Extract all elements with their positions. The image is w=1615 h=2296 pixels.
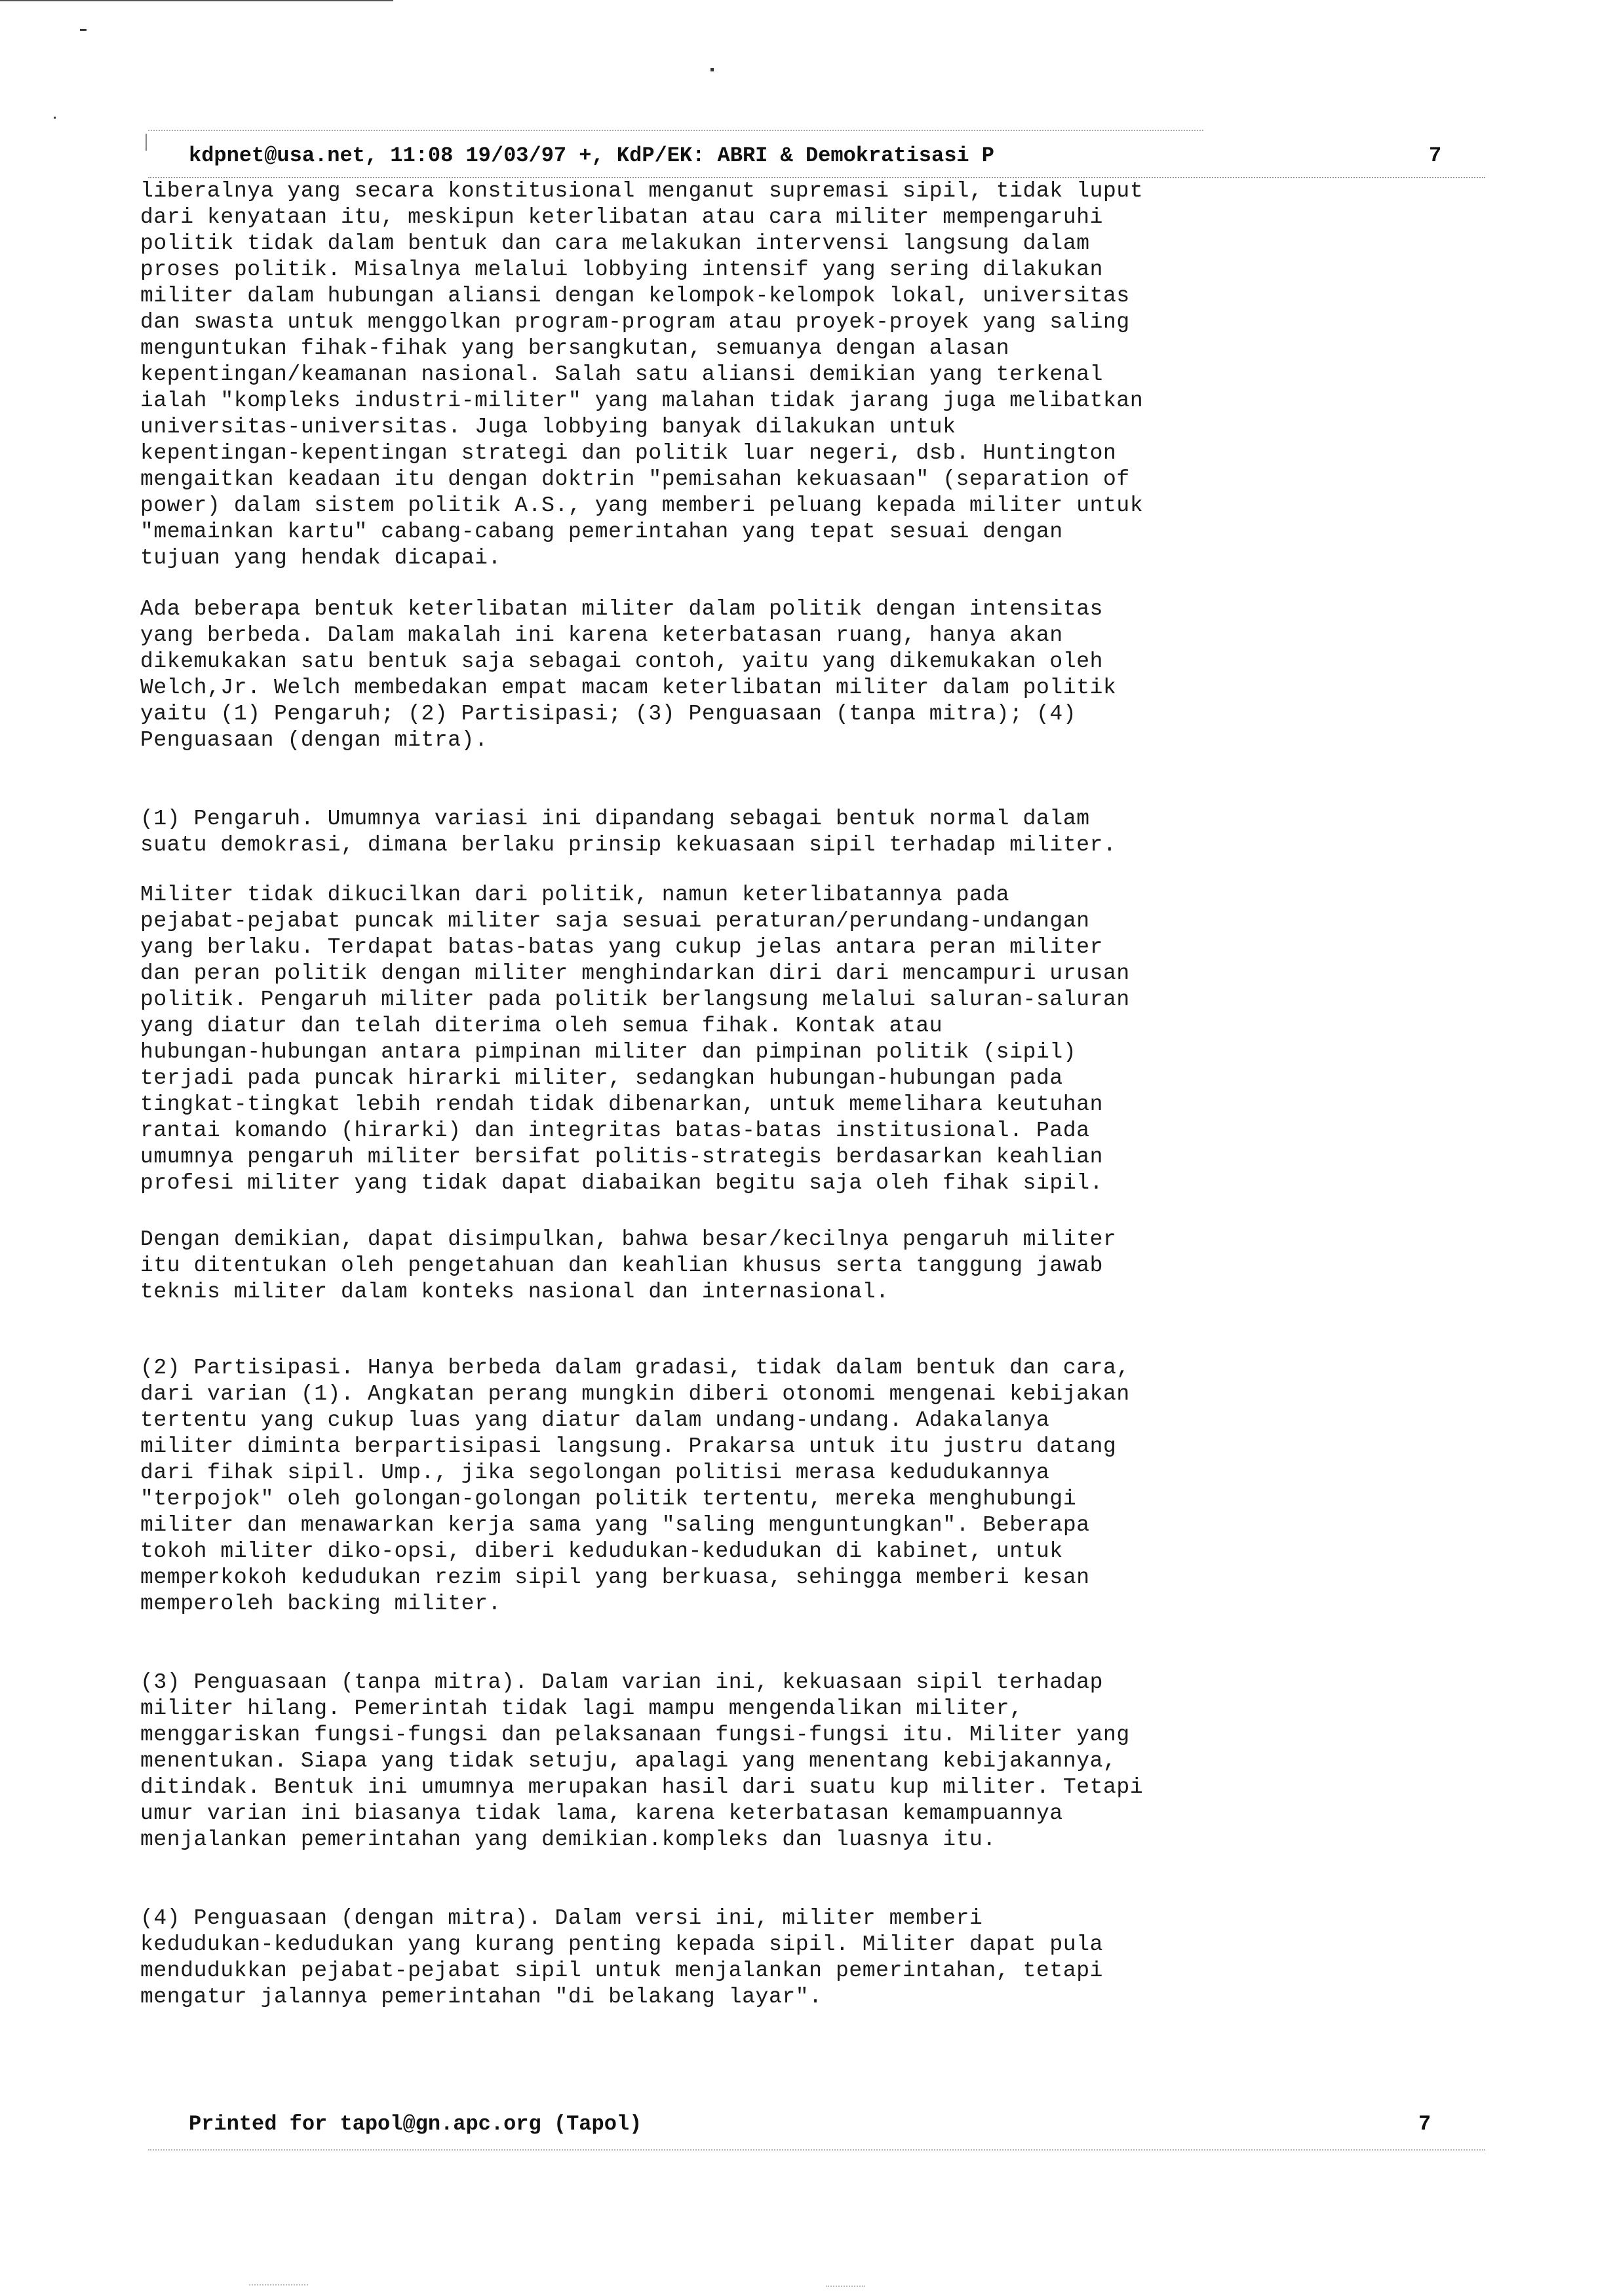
paragraph-5: Dengan demikian, dapat disimpulkan, bahwa besar/kecilnya pengaruh militer itu ditentukan oleh pengetahuan dan keahlian khusus serta tanggung jawab teknis militer dalam konteks nasional dan internasional. <box>140 1227 1117 1304</box>
bottom-scan-marks <box>249 2284 308 2286</box>
footer-page-number: 7 <box>1418 2112 1431 2136</box>
header-page-number: 7 <box>1429 144 1442 168</box>
bottom-scan-marks <box>826 2286 865 2287</box>
paragraph-8: (4) Penguasaan (dengan mitra). Dalam versi ini, militer memberi kedudukan-kedudukan yang kurang penting kepada sipil. Militer dapat pula mendudukkan pejabat-pejabat sipil untuk menjalankan pemerintahan, tetapi mengatur jalannya pemerintahan "di belakang layar". <box>140 1906 1104 2009</box>
header-top-rule <box>148 130 1203 131</box>
paragraph-6: (2) Partisipasi. Hanya berbeda dalam gradasi, tidak dalam bentuk dan cara, dari varian (1). Angkatan perang mungkin diberi otonomi mengenai kebijakan tertentu yang cukup luas yang diatur dalam undang-undang. Adakalanya militer diminta berpartisipasi langsung. Prakarsa untuk itu justru datang dari fihak sipil. Ump., jika segolongan politisi merasa kedudukannya "terpojok" oleh golongan-golongan politik tertentu, mereka menghubungi militer dan menawarkan kerja sama yang "saling menguntungkan". Beberapa tokoh militer diko-opsi, diberi kedudukan-kedudukan di kabinet, untuk memperkokoh kedudukan rezim sipil yang berkuasa, sehingga memberi kesan memperoleh backing militer. <box>140 1356 1130 1616</box>
scan-edge-line <box>0 0 393 1</box>
footer-line: Printed for tapol@gn.apc.org (Tapol) <box>189 2112 642 2136</box>
footer-rule <box>148 2149 1485 2151</box>
paragraph-4: Militer tidak dikucilkan dari politik, namun keterlibatannya pada pejabat-pejabat puncak militer saja sesuai peraturan/perundang-undangan yang berlaku. Terdapat batas-batas yang cukup jelas antara peran militer dan peran politik dengan militer menghindarkan diri dari mencampuri urusan politik. Pengaruh militer pada politik berlangsung melalui saluran-saluran yang diatur dan telah diterima oleh semua fihak. Kontak atau hubungan-hubungan antara pimpinan militer dan pimpinan politik (sipil) terjadi pada puncak hirarki militer, sedangkan hubungan-hubungan pada tingkat-tingkat lebih rendah tidak dibenarkan, untuk memelihara keutuhan rantai komando (hirarki) dan integritas batas-batas institusional. Pada umumnya pengaruh militer bersifat politis-strategis berdasarkan keahlian profesi militer yang tidak dapat diabaikan begitu saja oleh fihak sipil. <box>140 883 1130 1195</box>
paragraph-3: (1) Pengaruh. Umumnya variasi ini dipandang sebagai bentuk normal dalam suatu demokrasi, dimana berlaku prinsip kekuasaan sipil terhadap militer. <box>140 807 1117 857</box>
paragraph-7: (3) Penguasaan (tanpa mitra). Dalam varian ini, kekuasaan sipil terhadap militer hilang. Pemerintah tidak lagi mampu mengendalikan militer, menggariskan fungsi-fungsi dan pelaksanaan fungsi-fungsi itu. Militer yang menentukan. Siapa yang tidak setuju, apalagi yang menentang kebijakannya, ditindak. Bentuk ini umumnya merupakan hasil dari suatu kup militer. Tetapi umur varian ini biasanya tidak lama, karena keterbatasan kemampuannya menjalankan pemerintahan yang demikian.kompleks dan luasnya itu. <box>140 1670 1144 1852</box>
header-line: kdpnet@usa.net, 11:08 19/03/97 +, KdP/EK: ABRI & Demokratisasi P <box>189 144 994 168</box>
scan-speck <box>146 134 147 151</box>
scan-speck <box>80 29 87 31</box>
paragraph-1: liberalnya yang secara konstitusional menganut supremasi sipil, tidak luput dari kenyataan itu, meskipun keterlibatan atau cara militer mempengaruhi politik tidak dalam bentuk dan cara melakukan intervensi langsung dalam proses politik. Misalnya melalui lobbying intensif yang sering dilakukan militer dalam hubungan aliansi dengan kelompok-kelompok lokal, universitas dan swasta untuk menggolkan program-program atau proyek-proyek yang saling menguntukan fihak-fihak yang bersangkutan, semuanya dengan alasan kepentingan/keamanan nasional. Salah satu aliansi demikian yang terkenal ialah "kompleks industri-militer" yang malahan tidak jarang juga melibatkan universitas-universitas. Juga lobbying banyak dilakukan untuk kepentingan-kepentingan strategi dan politik luar negeri, dsb. Huntington mengaitkan keadaan itu dengan doktrin "pemisahan kekuasaan" (separation of power) dalam sistem politik A.S., yang memberi peluang kepada militer untuk "memainkan kartu" cabang-cabang pemerintahan yang tepat sesuai dengan tujuan yang hendak dicapai. <box>140 179 1144 570</box>
scan-speck <box>54 117 56 119</box>
scan-speck <box>710 68 714 71</box>
paragraph-2: Ada beberapa bentuk keterlibatan militer dalam politik dengan intensitas yang berbeda. Dalam makalah ini karena keterbatasan ruang, hanya akan dikemukakan satu bentuk saja sebagai contoh, yaitu yang dikemukakan oleh Welch,Jr. Welch membedakan empat macam keterlibatan militer dalam politik yaitu (1) Pengaruh; (2) Partisipasi; (3) Penguasaan (tanpa mitra); (4) Penguasaan (dengan mitra). <box>140 597 1117 752</box>
